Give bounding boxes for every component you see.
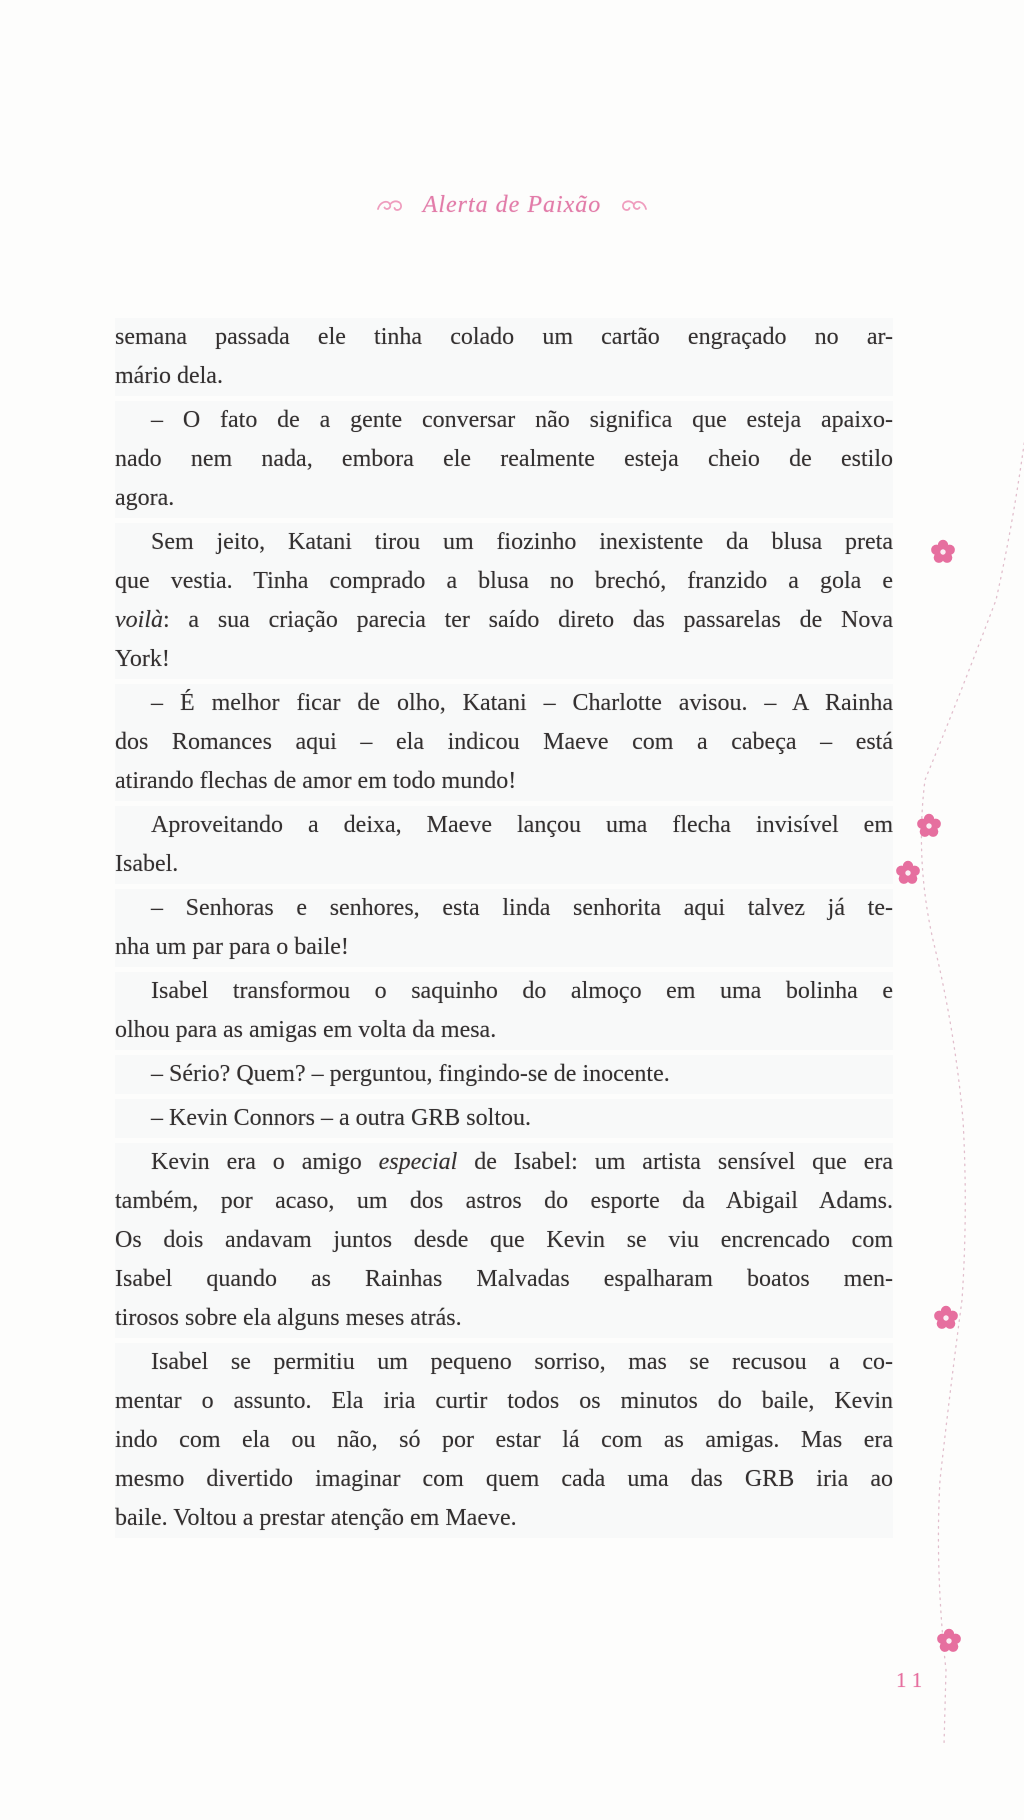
text-line: atirando flechas de amor em todo mundo! [115,762,893,801]
paragraph [115,1055,893,1094]
chapter-header [0,192,1024,219]
dotted-curve [921,430,1024,1745]
text-line: – É melhor ficar de olho, Katani – Charlotte avisou. – A Rainha [115,684,893,723]
text-line: mário dela. [115,357,893,396]
flower-icon [934,1306,958,1329]
text-line: também, por acaso, um dos astros do esporte da Abigail Adams. [115,1182,893,1221]
flower-icon [917,814,941,837]
text-line: olhou para as amigas em volta da mesa. [115,1011,893,1050]
text-line: baile. Voltou a prestar atenção em Maeve. [115,1499,893,1538]
paragraph [115,972,893,1050]
paragraph [115,806,893,884]
text-line: Os dois andavam juntos desde que Kevin se viu encrencado com [115,1221,893,1260]
text-line: mentar o assunto. Ela iria curtir todos os minutos do baile, Kevin [115,1382,893,1421]
swirl-flourish-icon [377,197,405,215]
text-line: mesmo divertido imaginar com quem cada uma das GRB iria ao [115,1460,893,1499]
text-line: nha um par para o baile! [115,928,893,967]
text-line: Isabel se permitiu um pequeno sorriso, mas se recusou a co- [115,1343,893,1382]
text-line: voilà: a sua criação parecia ter saído direto das passarelas de Nova [115,601,893,640]
text-line: Isabel quando as Rainhas Malvadas espalharam boatos men- [115,1260,893,1299]
text-line: – Senhoras e senhores, esta linda senhorita aqui talvez já te- [115,889,893,928]
flower-icon [896,861,920,884]
text-line: dos Romances aqui – ela indicou Maeve com a cabeça – está [115,723,893,762]
text-line: – O fato de a gente conversar não significa que esteja apaixo- [115,401,893,440]
text-line: que vestia. Tinha comprado a blusa no brechó, franzido a gola e [115,562,893,601]
flower-icon [931,540,955,563]
book-title: Alerta de Paixão [422,192,602,218]
text-line: indo com ela ou não, só por estar lá com as amigas. Mas era [115,1421,893,1460]
paragraph [115,401,893,518]
paragraph [115,1099,893,1138]
paragraph [115,523,893,679]
paragraph [115,1343,893,1538]
swirl-flourish-icon [619,197,647,215]
text-line: tirosos sobre ela alguns meses atrás. [115,1299,893,1338]
paragraph [115,889,893,967]
flower-icon [937,1629,961,1652]
paragraph [115,684,893,801]
text-line: Sem jeito, Katani tirou um fiozinho inexistente da blusa preta [115,523,893,562]
paragraph [115,1143,893,1338]
paragraph [115,318,893,396]
body-text [115,318,893,1538]
text-line: Isabel transformou o saquinho do almoço em uma bolinha e [115,972,893,1011]
text-line: Isabel. [115,845,893,884]
text-line: – Kevin Connors – a outra GRB soltou. [115,1099,893,1138]
text-line: nado nem nada, embora ele realmente esteja cheio de estilo [115,440,893,479]
text-line: Aproveitando a deixa, Maeve lançou uma flecha invisível em [115,806,893,845]
text-line: semana passada ele tinha colado um cartão engraçado no ar- [115,318,893,357]
text-line: – Sério? Quem? – perguntou, fingindo-se de inocente. [115,1055,893,1094]
text-line: agora. [115,479,893,518]
text-line: York! [115,640,893,679]
text-line: Kevin era o amigo especial de Isabel: um artista sensível que era [115,1143,893,1182]
page-number: 11 [896,1668,929,1692]
